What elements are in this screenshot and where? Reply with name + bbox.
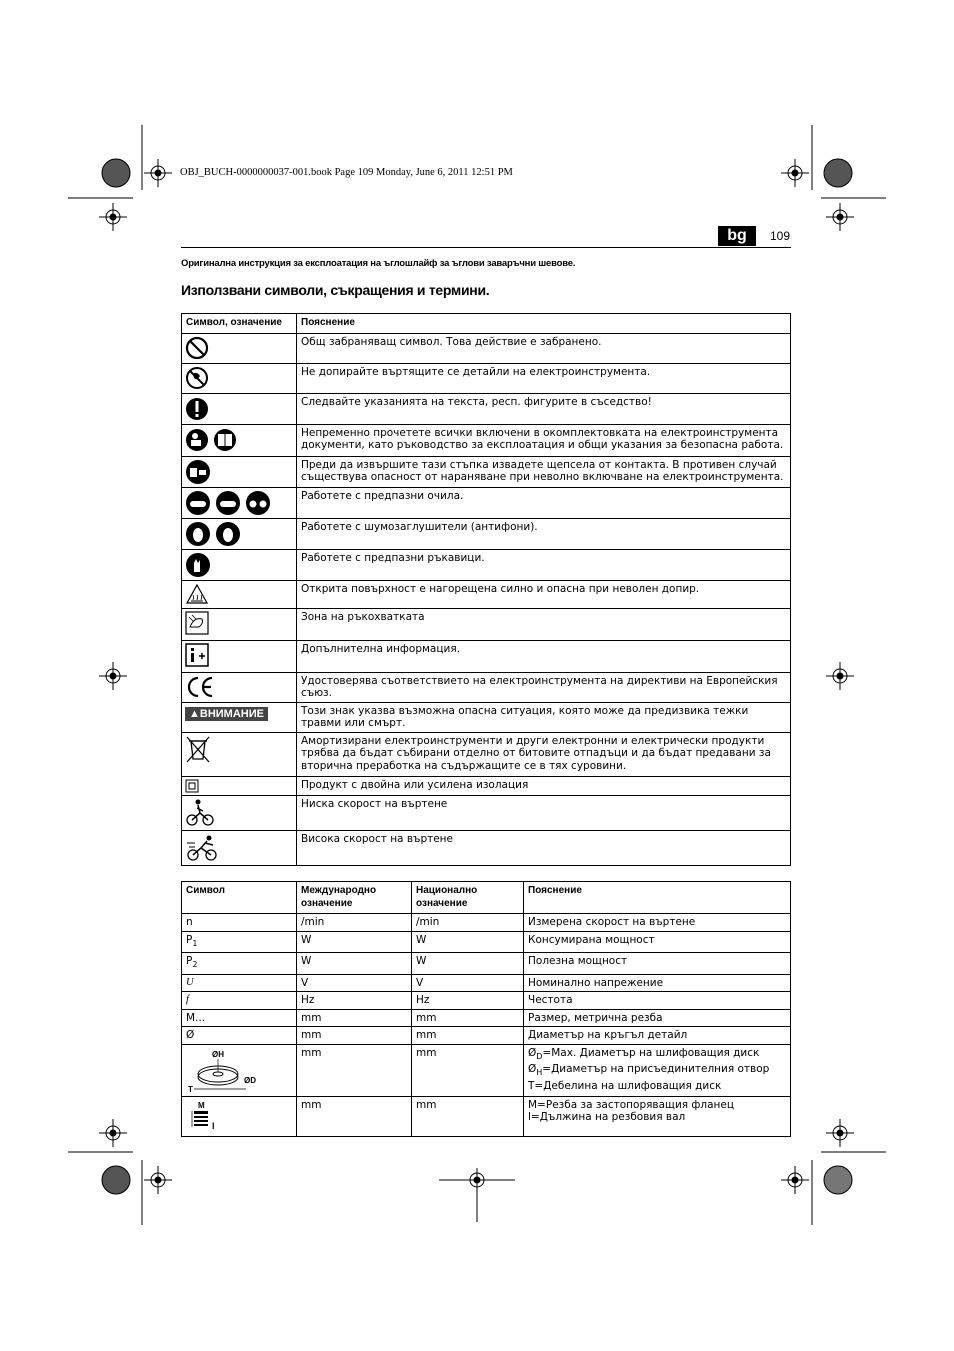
col-header-symbol: Символ <box>182 882 297 914</box>
table-row: Общ забраняващ символ. Това действие е забранено. <box>182 333 791 363</box>
subtitle: Оригинална инструкция за експлоатация на ъглошлайф за ъглови заваръчни шевове. <box>181 258 576 269</box>
desc-line: $Ø_D=Max$. Диаметър на шлифоващия диск <box>528 1046 760 1061</box>
table-row: ▲ВНИМАНИЕ Този знак указва възможна опасна ситуация, която може да предизвика тежки травми или смърт. <box>182 702 791 732</box>
hot-surface-icon <box>185 583 209 605</box>
table-row: M l mm mm M=Резба за застопоряващия фланец l=Дължина на резбовия вал <box>182 1096 791 1136</box>
table-row: Зона на ръкохватката <box>182 608 791 640</box>
exclamation-icon <box>185 396 209 422</box>
weee-bin-icon <box>185 735 211 765</box>
info-icon <box>185 643 209 667</box>
table-row: Ø mm mm Диаметър на кръгъл детайл <box>182 1027 791 1045</box>
table-row: Допълнителна информация. <box>182 640 791 672</box>
slow-speed-icon <box>185 798 215 828</box>
table-row: Не допирайте въртящите се детайли на електроинструмента. <box>182 363 791 393</box>
table-row: Работете с предпазни очила. <box>182 487 791 518</box>
language-badge: bg <box>718 226 756 246</box>
svg-text:ØD: ØD <box>244 1075 256 1085</box>
table-row: $P_1$ W W Консумирана мощност <box>182 931 791 953</box>
page-number: 109 <box>770 229 791 243</box>
high-speed-icon <box>185 833 219 863</box>
desc-line: M=Резба за застопоряващия фланец <box>528 1098 735 1111</box>
svg-text:M: M <box>198 1100 205 1110</box>
header-rule <box>181 247 791 248</box>
col-header-description: Пояснение <box>524 882 791 914</box>
table-row: M... mm mm Размер, метрична резба <box>182 1009 791 1027</box>
svg-text:ØH: ØH <box>212 1049 224 1059</box>
thread-spindle-icon <box>186 1099 226 1133</box>
desc-line: T=Дебелина на шлифоващия диск <box>528 1079 722 1092</box>
table-row: Работете с предпазни ръкавици. <box>182 549 791 580</box>
svg-text:l: l <box>212 1120 215 1131</box>
col-header-symbol: Символ, означение <box>182 314 297 334</box>
goggles-icon <box>185 490 271 516</box>
symbols-table <box>181 313 791 866</box>
symbol-p2: $P_2$ <box>182 953 297 975</box>
no-touch-rotating-icon <box>185 366 209 390</box>
table-row: Висока скорост на въртене <box>182 830 791 865</box>
section-title: Използвани символи, съкращения и термини. <box>181 282 490 298</box>
desc-line: $Ø_H=Диаметър$ на присъединителния отвор <box>528 1063 770 1078</box>
col-header-national: Национално означение <box>412 882 524 914</box>
table-row: Следвайте указанията на текста, респ. фигурите в съседство! <box>182 393 791 424</box>
units-table <box>181 881 791 1137</box>
ear-protection-icon <box>185 521 241 547</box>
read-manual-icon <box>185 427 239 453</box>
table-row: Открита повърхност е нагорещена силно и опасна при неволен допир. <box>182 580 791 608</box>
disc-dimensions-icon <box>186 1047 266 1093</box>
table-row: Амортизирани електроинструменти и други електронни и електрически продукти трябва да бъдат събирани отделно от битовите отпадъци и да бъдат предавани за вторична преработка на съдържащите се в тях суровини. <box>182 732 791 776</box>
ce-mark-icon <box>185 675 215 699</box>
warning-label: ▲ВНИМАНИЕ <box>185 707 268 722</box>
table-row: Работете с шумозаглушители (антифони). <box>182 518 791 549</box>
table-row: Ниска скорост на въртене <box>182 795 791 830</box>
symbol-p1: $P_1$ <box>182 931 297 953</box>
col-header-international: Международно означение <box>297 882 412 914</box>
table-row: f Hz Hz Честота <box>182 992 791 1010</box>
table-row: U V V Номинално напрежение <box>182 974 791 992</box>
table-row: ØH ØD T mm mm $Ø_D=Max$. Диаметър на шлифоващия диск $Ø_H=Диаметър$ на присъединителния отвор T=Дебелина на шлифоващия диск <box>182 1044 791 1096</box>
table-row: Продукт с двойна или усилена изолация <box>182 776 791 795</box>
table-row: Преди да извършите тази стъпка извадете щепсела от контакта. В противен случай съществува опасност от нараняване при неволно включване на електроинструмента. <box>182 456 791 487</box>
unplug-icon <box>185 459 211 485</box>
table-row: $P_2$ W W Полезна мощност <box>182 953 791 975</box>
table-row: Непременно прочетете всички включени в окомплектовката на електроинструмента документи, като ръководство за експлоатация и общи указания за безопасна работа. <box>182 424 791 456</box>
file-info-line: OBJ_BUCH-0000000037-001.book Page 109 Monday, June 6, 2011 12:51 PM <box>180 167 513 178</box>
double-insulation-icon <box>185 779 199 793</box>
gloves-icon <box>185 552 211 578</box>
table-row: n /min /min Измерена скорост на въртене <box>182 914 791 932</box>
grip-zone-icon <box>185 611 209 635</box>
svg-text:T: T <box>188 1084 193 1093</box>
col-header-explanation: Пояснение <box>297 314 791 334</box>
table-row: Удостоверява съответствието на електроинструмента на директиви на Европейския съюз. <box>182 672 791 702</box>
desc-line: l=Дължина на резбовия вал <box>528 1111 686 1124</box>
prohibited-icon <box>185 336 209 360</box>
